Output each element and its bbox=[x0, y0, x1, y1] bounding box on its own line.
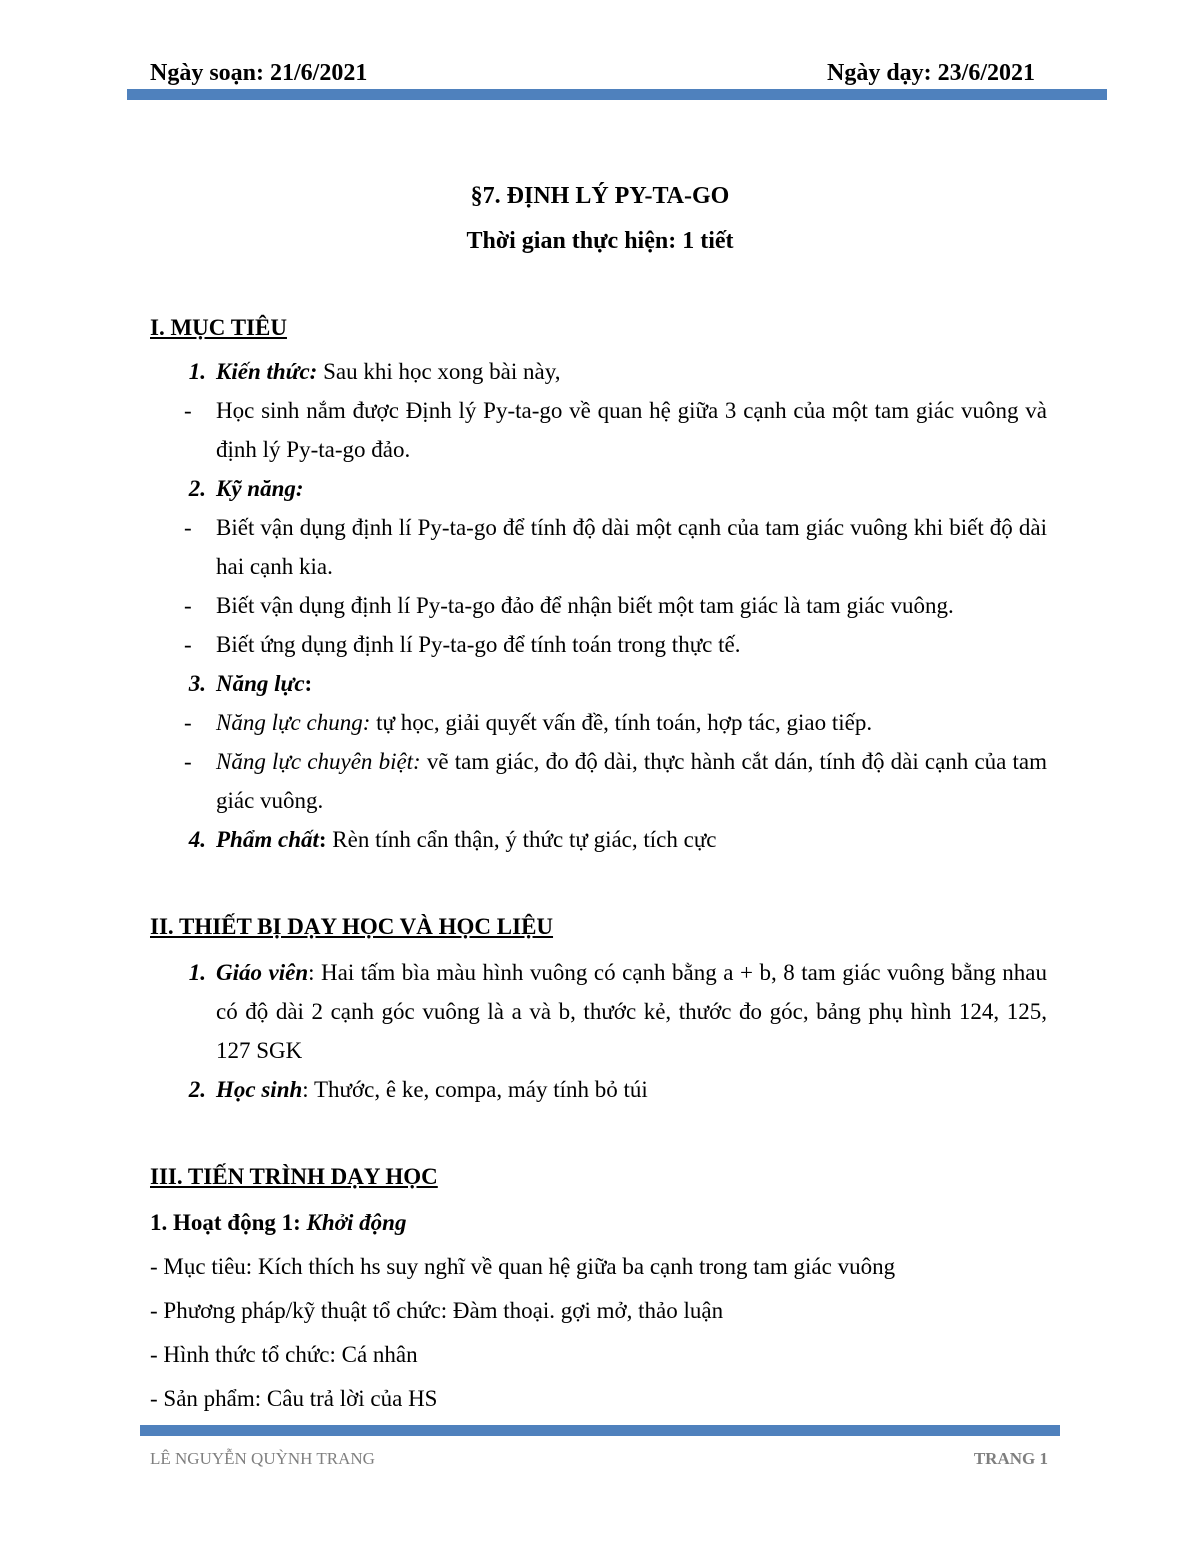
item-label: Học sinh bbox=[216, 1077, 303, 1102]
item-text: Rèn tính cẩn thận, ý thức tự giác, tích cực bbox=[326, 827, 717, 852]
activity-name: Khởi động bbox=[306, 1210, 407, 1235]
teach-date: Ngày dạy: 23/6/2021 bbox=[826, 60, 1035, 86]
list-item-skills bbox=[150, 469, 1047, 508]
activity-prefix: 1. Hoạt động 1: bbox=[150, 1210, 307, 1235]
lesson-duration: Thời gian thực hiện: 1 tiết bbox=[466, 228, 734, 254]
list-number: 2. bbox=[188, 1077, 206, 1102]
bullet-text: Biết vận dụng định lí Py-ta-go đảo để nhận biết một tam giác là tam giác vuông. bbox=[216, 593, 954, 618]
footer-author: LÊ NGUYỄN QUỲNH TRANG bbox=[150, 1449, 375, 1468]
bullet-label: Năng lực chuyên biệt: bbox=[216, 749, 421, 774]
list-number: 4. bbox=[188, 827, 206, 852]
footer-rule bbox=[140, 1425, 1060, 1436]
header-rule bbox=[127, 89, 1107, 100]
item-text: Sau khi học xong bài này, bbox=[317, 359, 561, 384]
section-heading-process: III. TIẾN TRÌNH DẠY HỌC bbox=[150, 1164, 438, 1189]
prep-date: Ngày soạn: 21/6/2021 bbox=[150, 60, 368, 86]
list-item-student bbox=[150, 1070, 1047, 1109]
bullet-item bbox=[150, 625, 1047, 664]
bullet-item bbox=[150, 742, 1047, 820]
list-number: 1. bbox=[188, 359, 206, 384]
list-item-teacher bbox=[150, 953, 1047, 1070]
bullet-dash: - bbox=[184, 710, 192, 735]
bullet-text: vẽ tam giác, đo độ dài, thực hành cắt dán, tính độ dài cạnh của tam giác vuông. bbox=[216, 749, 1047, 813]
activity-line-objective: - Mục tiêu: Kích thích hs suy nghĩ về quan hệ giữa ba cạnh trong tam giác vuông bbox=[150, 1254, 896, 1279]
item-label: Kiến thức: bbox=[216, 359, 318, 384]
item-label: Năng lực bbox=[216, 671, 305, 696]
bullet-dash: - bbox=[184, 749, 192, 774]
list-number: 2. bbox=[188, 476, 206, 501]
bullet-item bbox=[150, 508, 1047, 586]
item-label: Giáo viên bbox=[216, 960, 309, 985]
item-label: Phẩm chất bbox=[216, 827, 319, 852]
item-colon: : bbox=[318, 827, 327, 852]
lesson-title: §7. ĐỊNH LÝ PY-TA-GO bbox=[470, 183, 730, 209]
activity-line-method: - Phương pháp/kỹ thuật tổ chức: Đàm thoại. gợi mở, thảo luận bbox=[150, 1298, 724, 1323]
bullet-text: Học sinh nắm được Định lý Py-ta-go về quan hệ giữa 3 cạnh của một tam giác vuông và định lý Py-ta-go đảo. bbox=[216, 398, 1047, 462]
list-item-knowledge bbox=[150, 352, 1047, 391]
item-text: : Hai tấm bìa màu hình vuông có cạnh bằng a + b, 8 tam giác vuông bằng nhau có độ dài 2 cạnh góc vuông là a và b, thước kẻ, thước đo góc, bảng phụ hình 124, 125, 127 SGK bbox=[216, 960, 1047, 1063]
section-heading-equipment: II. THIẾT BỊ DẠY HỌC VÀ HỌC LIỆU bbox=[150, 914, 554, 939]
section-heading-objectives: I. MỤC TIÊU bbox=[150, 315, 287, 340]
list-item-competence bbox=[150, 664, 1047, 703]
page-header bbox=[150, 58, 1035, 88]
bullet-label: Năng lực chung: bbox=[216, 710, 371, 735]
page-footer bbox=[150, 1448, 1048, 1470]
item-colon: : bbox=[304, 671, 313, 696]
bullet-dash: - bbox=[184, 398, 192, 423]
bullet-item bbox=[150, 391, 1047, 469]
bullet-item bbox=[150, 703, 1047, 742]
activity-line-format: - Hình thức tổ chức: Cá nhân bbox=[150, 1342, 418, 1367]
bullet-dash: - bbox=[184, 632, 192, 657]
bullet-dash: - bbox=[184, 593, 192, 618]
item-label: Kỹ năng: bbox=[216, 476, 304, 501]
item-text: : Thước, ê ke, compa, máy tính bỏ túi bbox=[302, 1077, 648, 1102]
bullet-dash: - bbox=[184, 515, 192, 540]
list-number: 1. bbox=[188, 960, 206, 985]
bullet-text: Biết ứng dụng định lí Py-ta-go để tính toán trong thực tế. bbox=[216, 632, 741, 657]
page-number: TRANG 1 bbox=[973, 1449, 1048, 1468]
list-item-quality bbox=[150, 820, 1047, 859]
bullet-text: tự học, giải quyết vấn đề, tính toán, hợp tác, giao tiếp. bbox=[370, 710, 873, 735]
bullet-text: Biết vận dụng định lí Py-ta-go để tính độ dài một cạnh của tam giác vuông khi biết độ dài hai cạnh kia. bbox=[216, 515, 1047, 579]
activity-heading bbox=[150, 1201, 1047, 1245]
list-number: 3. bbox=[188, 671, 206, 696]
document-body bbox=[150, 310, 1047, 1421]
bullet-item bbox=[150, 586, 1047, 625]
activity-line-product: - Sản phẩm: Câu trả lời của HS bbox=[150, 1386, 438, 1411]
